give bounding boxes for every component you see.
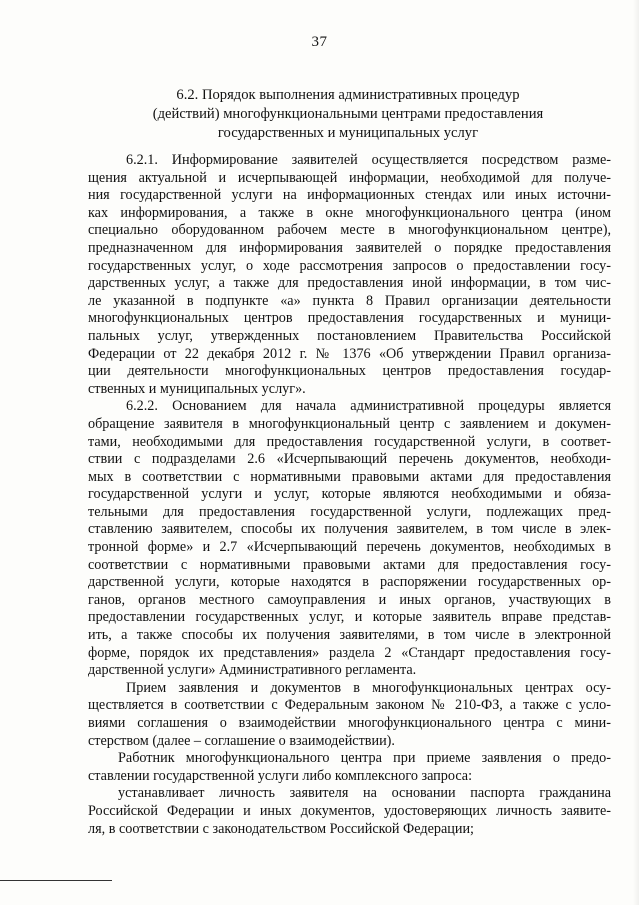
paragraph bbox=[88, 750, 611, 785]
text-line: устанавливает личность заявителя на основании паспорта гражданина bbox=[118, 785, 611, 802]
paragraph bbox=[88, 152, 611, 398]
text-line: обращение заявителя в многофункциональный центр с заявлением и докумен- bbox=[88, 415, 611, 432]
paragraph bbox=[88, 785, 611, 838]
text-line: многофункциональных центров предоставления государственных и муници- bbox=[88, 310, 611, 327]
footnote-rule bbox=[0, 880, 112, 881]
text-line: дарственной услуги» Административного регламента. bbox=[88, 662, 417, 679]
text-line: ганов, органов местного самоуправления и иных органов, участвующих в bbox=[88, 591, 611, 608]
text-line: стерством (далее – соглашение о взаимодействии). bbox=[88, 732, 395, 749]
text-line: Работник многофункционального центра при приеме заявления о предо- bbox=[118, 750, 611, 767]
body-text bbox=[88, 152, 611, 838]
text-line: форме, порядок их представления» раздела 2 «Стандарт предоставления госу- bbox=[88, 644, 611, 661]
text-line: дарственной услуги, которые находятся в распоряжении государственных ор- bbox=[88, 574, 611, 591]
text-line: Федерации от 22 декабря 2012 г. № 1376 «Об утверждении Правил организа- bbox=[88, 345, 611, 362]
text-line: государственной услуги и услуг, которые являются необходимыми и обяза- bbox=[88, 486, 611, 503]
text-line: предназначенном для информирования заявителей о порядке предоставления bbox=[88, 239, 611, 256]
heading-line: 6.2. Порядок выполнения административных процедур bbox=[176, 87, 520, 103]
heading-line: государственных и муниципальных услуг bbox=[217, 125, 479, 141]
text-line: специально оборудованном рабочем месте в многофункциональном центре), bbox=[88, 222, 611, 239]
text-line: 6.2.2. Основанием для начала административной процедуры является bbox=[126, 398, 611, 415]
text-line: ках информирования, а также в окне многофункционального центра (ином bbox=[88, 204, 611, 221]
text-line: ставлению заявителем, способы их получения заявителем, в том числе в элек- bbox=[88, 521, 611, 538]
text-line: ществляется в соответствии с Федеральным законом № 210-ФЗ, а также с усло- bbox=[88, 697, 611, 714]
text-line: щения актуальной и исчерпывающей информации, необходимой для получе- bbox=[88, 169, 611, 186]
heading-line: (действий) многофункциональными центрами предоставления bbox=[152, 106, 544, 122]
section-heading bbox=[88, 86, 608, 143]
text-line: мых в соответствии с нормативными правовыми актами для предоставления bbox=[88, 468, 611, 485]
text-line: соответствии с нормативными правовыми актами для предоставления госу- bbox=[88, 556, 611, 573]
text-line: Прием заявления и документов в многофункциональных центрах осу- bbox=[126, 679, 611, 696]
page-edge-shadow bbox=[633, 0, 639, 905]
text-line: ния государственной услуги на информационных стендах или иных источни- bbox=[88, 187, 611, 204]
text-line: ственных и муниципальных услуг». bbox=[88, 380, 306, 397]
text-line: ставлении государственной услуги либо комплексного запроса: bbox=[88, 767, 473, 784]
text-line: ля, в соответствии с законодательством Российской Федерации; bbox=[88, 820, 474, 837]
page-number: 37 bbox=[311, 34, 328, 50]
text-line: Российской Федерации и иных документов, удостоверяющих личность заявите- bbox=[88, 802, 611, 819]
paragraph bbox=[88, 680, 611, 750]
text-line: государственных услуг, о ходе рассмотрения запросов о предоставлении госу- bbox=[88, 257, 611, 274]
text-line: тельными для предоставления государственной услуги, подлежащих пред- bbox=[88, 503, 611, 520]
text-line: ствии с подразделами 2.6 «Исчерпывающий перечень документов, необходи- bbox=[88, 451, 611, 468]
text-line: пальных услуг, утвержденных постановлением Правительства Российской bbox=[88, 327, 611, 344]
paragraph bbox=[88, 398, 611, 680]
text-line: дарственных услуг, а также для предоставления иной информации, в том чис- bbox=[88, 275, 611, 292]
text-line: ле указанной в подпункте «а» пункта 8 Правил организации деятельности bbox=[88, 292, 611, 309]
text-line: ить, а также способы их получения заявителями, в том числе в электронной bbox=[88, 627, 611, 644]
text-line: ции деятельности многофункциональных центров предоставления государ- bbox=[88, 363, 611, 380]
text-line: виями соглашения о взаимодействии многофункционального центра с мини- bbox=[88, 715, 611, 731]
text-line: 6.2.1. Информирование заявителей осуществляется посредством разме- bbox=[126, 152, 611, 168]
text-line: тами, необходимыми для предоставления государственной услуги, в соответ- bbox=[88, 433, 611, 450]
text-line: предоставлении государственных услуг, и которые заявитель вправе представ- bbox=[88, 609, 611, 626]
text-line: тронной форме» и 2.7 «Исчерпывающий перечень документов, необходимых в bbox=[88, 539, 611, 556]
